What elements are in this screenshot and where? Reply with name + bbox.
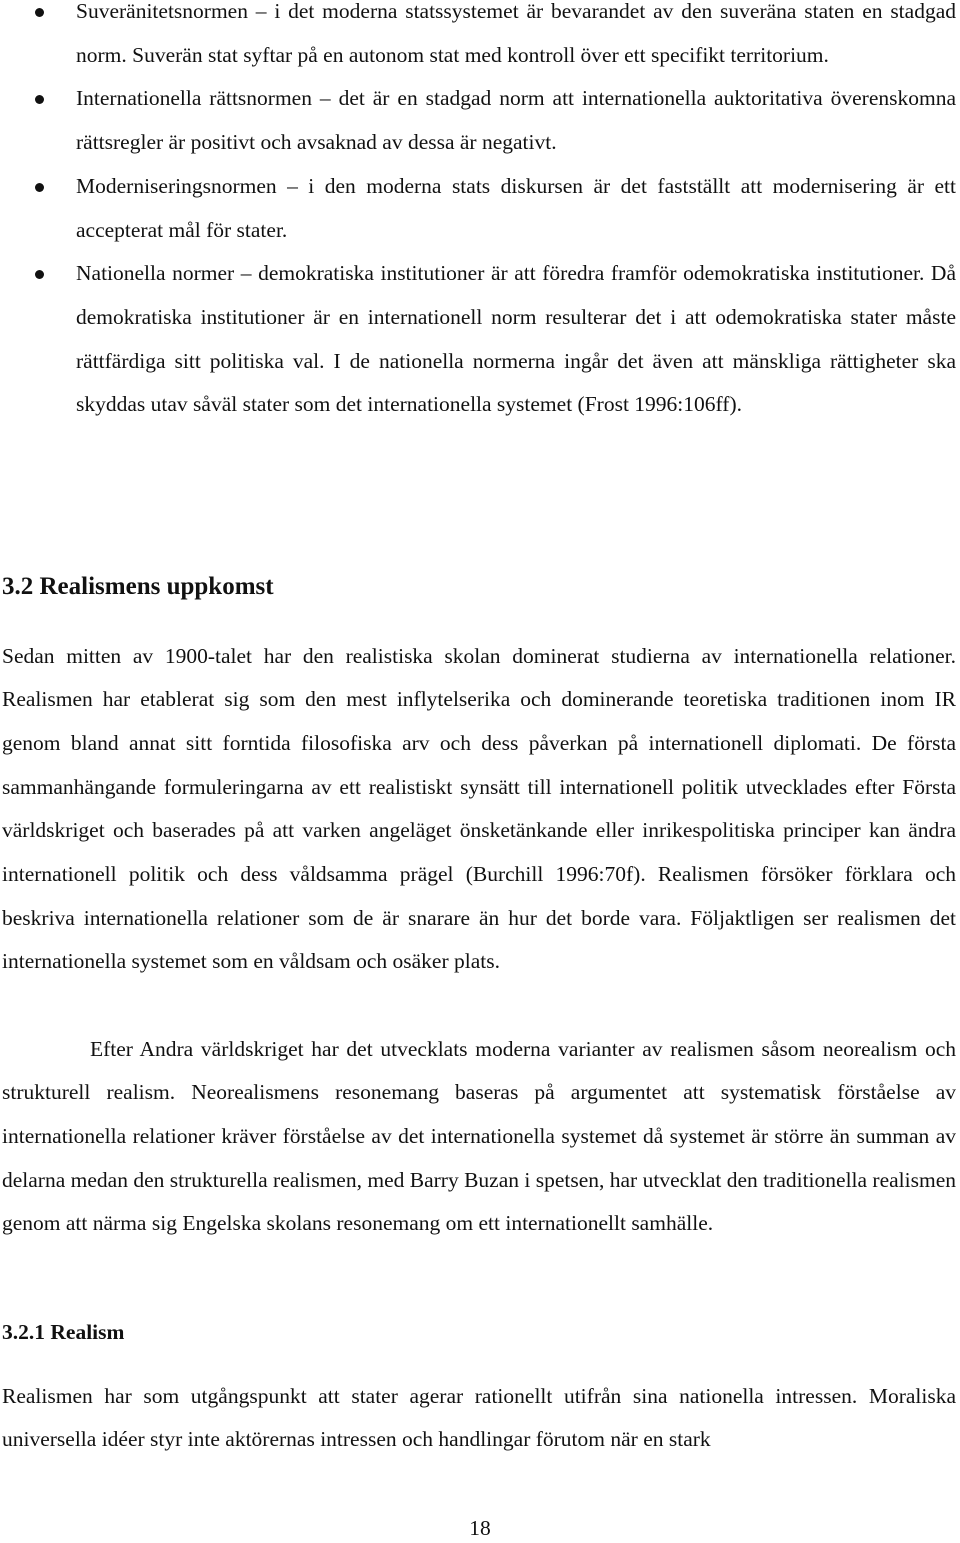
bullet-item-sovereignty bbox=[0, 0, 956, 77]
section-heading: 3.2 Realismens uppkomst bbox=[2, 573, 274, 600]
subsection-heading: 3.2.1 Realism bbox=[2, 1320, 125, 1344]
subsection-paragraph: Realismen har som utgångspunkt att stater agerar rationellt utifrån sina nationella intressen. Moraliska universella idéer styr inte aktörernas intressen och handlingar förutom när en stark bbox=[2, 1383, 956, 1452]
bullet-dot-icon bbox=[35, 270, 44, 279]
bullet-text: Suveränitetsnormen – i det moderna statssystemet är bevarandet av den suveräna staten en stadgad norm. Suverän stat syftar på en autonom stat med kontroll över ett specifikt territorium. bbox=[76, 0, 956, 67]
bullet-item-international-law bbox=[0, 77, 956, 164]
bullet-dot-icon bbox=[35, 183, 44, 192]
bullet-dot-icon bbox=[35, 95, 44, 104]
bullet-text: Nationella normer – demokratiska institutioner är att föredra framför odemokratiska institutioner. Då demokratiska institutioner är en internationell norm resulterar det i att odemokratiska stater måste rättfärdiga sitt politiska val. I de nationella normerna ingår det även att mänskliga rättigheter ska skyddas utav såväl stater som det internationella systemet (Frost 1996:106ff). bbox=[76, 261, 956, 417]
norms-bullet-list bbox=[0, 0, 956, 427]
bullet-text: Internationella rättsnormen – det är en stadgad norm att internationella auktoritativa överenskomna rättsregler är positivt och avsaknad av dessa är negativt. bbox=[76, 86, 956, 155]
bullet-text: Moderniseringsnormen – i den moderna stats diskursen är det fastställt att modernisering är ett accepterat mål för stater. bbox=[76, 173, 956, 242]
bullet-item-national-norms bbox=[0, 252, 956, 427]
section-paragraph-2: Efter Andra världskriget har det utvecklats moderna varianter av realismen såsom neorealism och strukturell realism. Neorealismens resonemang baseras på argumentet att systematisk förståelse av internationella relationer kräver förståelse av det internationella systemet då systemet är större än summan av delarna medan den strukturella realismen, med Barry Buzan i spetsen, har utvecklat den traditionella realismen genom att närma sig Engelska skolans resonemang om ett internationellt samhälle. bbox=[2, 1036, 957, 1236]
section-paragraph-1: Sedan mitten av 1900-talet har den realistiska skolan dominerat studierna av internationella relationer. Realismen har etablerat sig som den mest inflytelserika och dominerande teoretiska traditionen inom IR genom bland annat sitt forntida filosofiska arv och dess påverkan på internationell diplomati. De första sammanhängande formuleringarna av ett realistiskt synsätt till internationell politik utvecklades efter Första världskriget och baserades på att varken angeläget önsketänkande eller inrikespolitiska principer kan ändra internationell politik och dess våldsamma prägel (Burchill 1996:70f). Realismen försöker förklara och beskriva internationella relationer som de är snarare än hur det borde vara. Följaktligen ser realismen det internationella systemet som en våldsam och osäker plats. bbox=[2, 643, 956, 974]
page-number: 18 bbox=[469, 1516, 491, 1540]
bullet-dot-icon bbox=[35, 8, 44, 17]
bullet-item-modernisation bbox=[0, 165, 956, 252]
